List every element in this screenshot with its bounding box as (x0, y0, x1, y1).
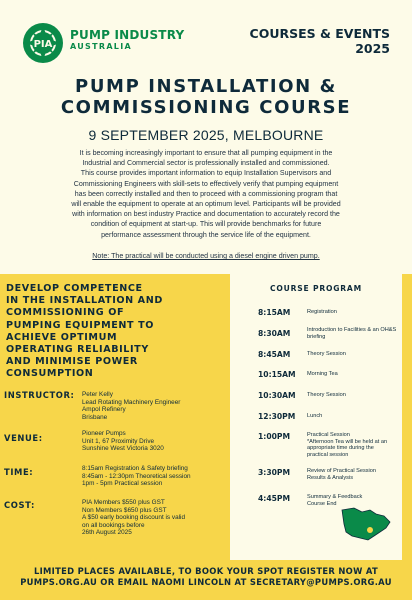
booking-footer (0, 566, 412, 588)
competence-line: DEVELOP COMPETENCE (6, 283, 143, 294)
time-line: 8:15am Registration & Safety briefing (82, 465, 188, 472)
course-program-panel (230, 270, 402, 560)
program-text-line: Registration (307, 309, 337, 315)
program-text-line: Introduction to Facilities & an OH&S (307, 327, 397, 333)
program-text-line: Practical Session (307, 432, 350, 438)
instructor-line: Lead Rotating Machinery Engineer (82, 398, 181, 406)
program-text (307, 468, 399, 481)
program-text (307, 351, 399, 358)
competence-line: OPERATING RELIABILITY (6, 344, 149, 356)
program-text-line: Results & Analysis (307, 474, 354, 481)
program-time: 12:30PM (258, 412, 296, 421)
description-line: This course provides important information to equip Installation Supervisors and (80, 169, 332, 178)
course-title-line2: COMMISSIONING COURSE (60, 97, 352, 118)
competence-line: CONSUMPTION (6, 368, 94, 380)
instructor-line: Ampol Refinery (82, 406, 126, 414)
cost-line: Non Members $650 plus GST (82, 506, 167, 514)
cost-label: COST: (4, 500, 35, 510)
courses-events-line1: COURSES & EVENTS (249, 26, 390, 41)
brand-name-line2: AUSTRALIA (70, 42, 132, 51)
competence-line: ACHIEVE OPTIMUM (6, 331, 118, 343)
program-time: 4:45PM (258, 494, 291, 503)
instructor-line: Brisbane (82, 413, 108, 421)
program-time: 3:30PM (258, 468, 291, 477)
venue-line: Sunshine West Victoria 3020 (82, 445, 164, 453)
victoria-map-icon (340, 506, 392, 546)
cost-line: 26th August 2025 (82, 529, 132, 537)
program-time: 8:45AM (258, 350, 291, 359)
program-text-line: Theory Session (307, 392, 346, 398)
cost-line: PIA Members $550 plus GST (82, 499, 165, 506)
time-line: 8:45am - 12:30pm Theoretical session (82, 472, 191, 480)
program-text (307, 392, 399, 399)
program-text-line: Lunch (307, 413, 323, 419)
description-line: Industrial and Commercial sector is professionally installed and commissioned. (82, 159, 330, 168)
program-text-line: Morning Tea (307, 371, 338, 377)
program-time: 10:15AM (258, 370, 296, 379)
instructor-label: INSTRUCTOR: (4, 390, 75, 400)
description-line: will enable the equipment to operate at an optimum level. Participants will be provided (71, 200, 341, 209)
program-text (307, 432, 399, 458)
competence-line: COMMISSIONING OF (6, 307, 125, 319)
description-line: condition of equipment at start-up. This will provide benchmarks for future (90, 220, 322, 229)
footer-line1: LIMITED PLACES AVAILABLE, TO BOOK YOUR SPOT REGISTER NOW AT (33, 566, 378, 576)
program-text (307, 327, 399, 340)
program-time: 1:00PM (258, 432, 291, 441)
course-program-title: COURSE PROGRAM (270, 284, 362, 293)
competence-line: IN THE INSTALLATION AND (6, 295, 163, 307)
course-title (0, 76, 412, 118)
program-text-line: practical session (307, 451, 349, 458)
cost-value (82, 499, 222, 537)
course-description (18, 148, 394, 240)
program-text-line: briefing (307, 333, 326, 340)
program-text-line: Theory Session (307, 351, 346, 357)
courses-events-label (250, 26, 390, 56)
program-text (307, 309, 399, 316)
practical-note: Note: The practical will be conducted using a diesel engine driven pump. (92, 252, 320, 260)
venue-label: VENUE: (4, 433, 43, 443)
pia-logo-icon (22, 22, 64, 64)
brand-name-line1: PUMP INDUSTRY (70, 28, 185, 42)
competence-heading (6, 283, 216, 381)
cost-line: A $50 early booking discount is valid (82, 514, 186, 522)
program-text (307, 413, 399, 420)
instructor-value (82, 391, 222, 421)
time-label: TIME: (4, 467, 34, 477)
venue-line: Unit 1, 67 Proximity Drive (82, 437, 155, 445)
brand-name (70, 29, 184, 52)
logo-badge-text: PIA (33, 39, 53, 50)
competence-line: PUMPING EQUIPMENT TO (6, 319, 155, 331)
competence-line: AND MINIMISE POWER (6, 356, 138, 368)
program-time: 8:15AM (258, 308, 291, 317)
venue-value (82, 430, 222, 453)
description-line: It is becoming increasingly important to ensure that all pumping equipment in the (79, 149, 333, 157)
instructor-line: Peter Kelly (82, 391, 113, 398)
program-text-line: *Afternoon Tea will be held at an (307, 438, 388, 445)
date-location: 9 SEPTEMBER 2025, MELBOURNE (88, 127, 324, 143)
program-text-line: appropriate time during the (307, 445, 374, 452)
time-value (82, 465, 222, 488)
time-line: 1pm - 5pm Practical session (82, 480, 163, 488)
program-text (307, 371, 399, 378)
venue-line: Pioneer Pumps (82, 430, 126, 437)
footer-line2: PUMPS.ORG.AU OR EMAIL NAOMI LINCOLN AT SECRETARY@PUMPS.ORG.AU (20, 577, 392, 587)
program-time: 10:30AM (258, 391, 296, 400)
program-time: 8:30AM (258, 329, 291, 338)
description-line: Commissioning Engineers with skill-sets to effectively verify that pumping equipment (73, 179, 339, 188)
cost-line: on all bookings before (82, 521, 145, 529)
description-line: with information on best industry Practice and documentation to accurately record the (72, 210, 340, 219)
program-text-line: Summary & Feedback (307, 494, 363, 500)
program-text-line: Review of Practical Session (307, 468, 377, 474)
course-title-line1: PUMP INSTALLATION & (75, 76, 337, 97)
description-line: performance assessment through the service life of the equipment. (101, 230, 311, 239)
program-text-line: Course End (307, 500, 337, 507)
description-line: has been correctly installed and then to proceed with a commissioning program that (74, 189, 338, 198)
courses-events-year: 2025 (355, 41, 390, 56)
